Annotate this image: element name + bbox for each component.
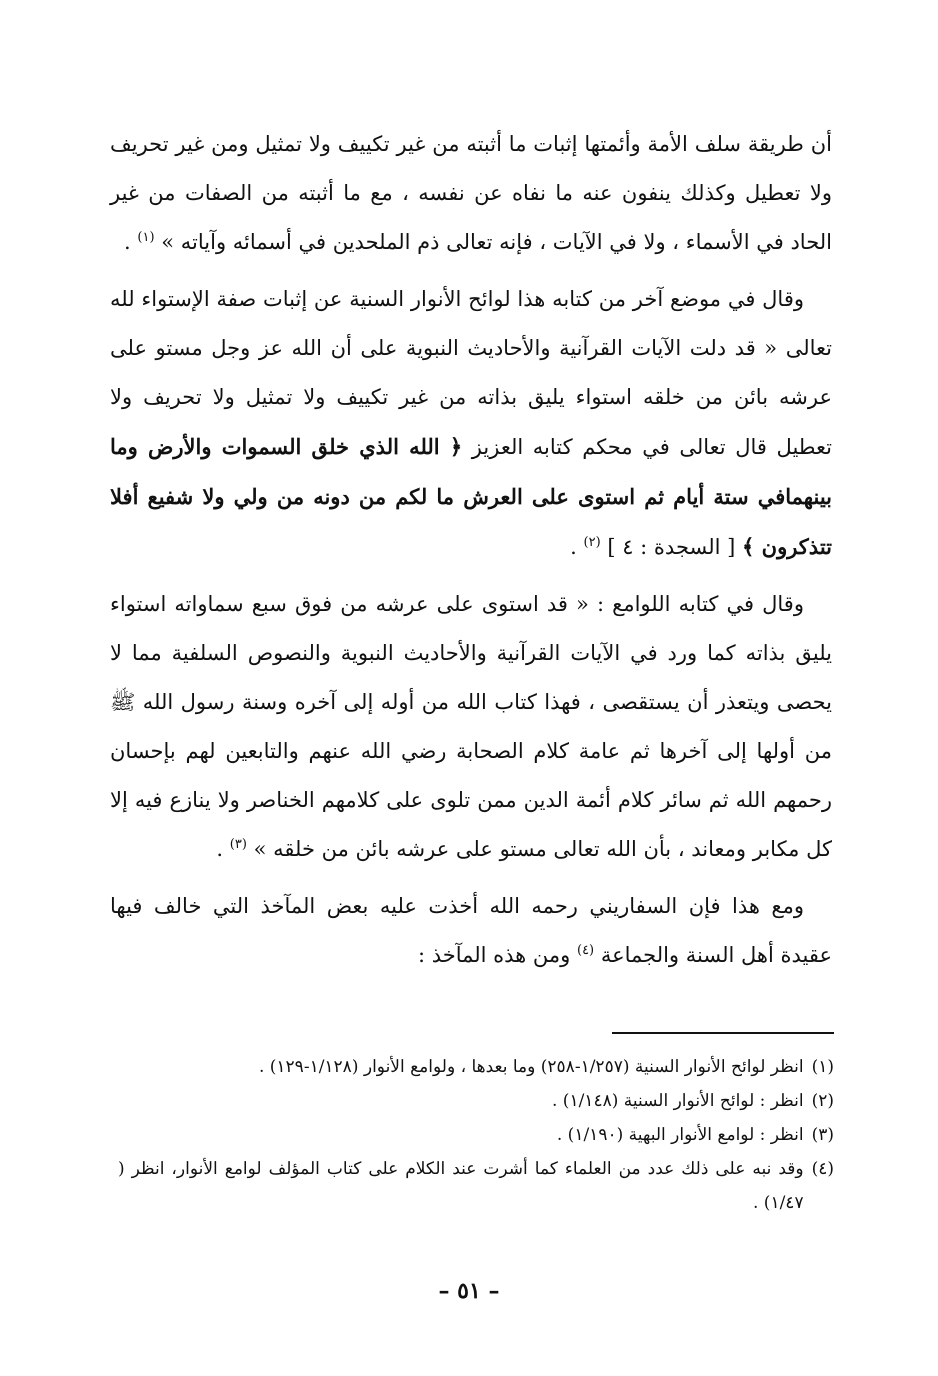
footnote-2	[118, 1084, 834, 1118]
paragraph-1	[110, 120, 832, 267]
footnote-reference: (٤)	[576, 943, 595, 958]
footnote-number: (٣)	[811, 1125, 834, 1145]
quran-verse: ﴿ الله الذي خلق السموات والأرض وما بينهمافي ستة أيام ثم استوى على العرش ما لكم من دونه من ولي ولا شفيع أفلا تتذكرون ﴾	[110, 434, 833, 559]
footnote-text: انظر لوائح الأنوار السنية (١/٢٥٧-٢٥٨) وما بعدها ، ولوامع الأنوار (١/١٢٨-١٢٩) .	[258, 1057, 804, 1077]
footnote-3	[118, 1118, 834, 1152]
paragraph-3	[110, 580, 832, 874]
paragraph-2	[110, 275, 832, 572]
page-number: – ٥١ –	[438, 1278, 500, 1304]
footnote-4	[118, 1152, 834, 1220]
paragraph-text: ومع هذا فإن السفاريني رحمه الله أخذت عليه بعض المآخذ التي خالف فيها عقيدة أهل السنة والجماعة	[110, 894, 832, 967]
footnote-reference: (١)	[137, 230, 155, 245]
verse-citation: [ السجدة : ٤ ]	[607, 535, 736, 559]
paragraph-ending: .	[570, 535, 584, 559]
main-text	[110, 120, 832, 980]
paragraph-ending: ومن هذه المآخذ :	[417, 943, 577, 967]
footnote-text: انظر : لوائح الأنوار السنية (١/١٤٨) .	[552, 1091, 804, 1111]
paragraph-ending: .	[124, 230, 138, 254]
paragraph-ending: .	[216, 837, 230, 861]
paragraph-text: أن طريقة سلف الأمة وأئمتها إثبات ما أثبته من غير تكييف ولا تمثيل ومن غير تحريف ولا تعطيل وكذلك ينفون عنه ما نفاه عن نفسه ، مع ما أثبته من الصفات من غير الحاد في الأسماء ، ولا في الآيات ، فإنه تعالى ذم الملحدين في أسمائه وآياته »	[110, 132, 832, 254]
footnote-separator	[612, 1032, 834, 1034]
footnote-reference: (٢)	[583, 535, 601, 550]
footnote-1	[118, 1050, 834, 1084]
footnote-text: انظر : لوامع الأنوار البهية (١/١٩٠) .	[556, 1125, 804, 1145]
footnote-number: (٤)	[811, 1159, 834, 1179]
paragraph-text: وقال في موضع آخر من كتابه هذا لوائح الأنوار السنية عن إثبات صفة الإستواء لله تعالى « قد دلت الآيات القرآنية والأحاديث النبوية على أن الله عز وجل مستو على عرشه بائن من خلقه استواء يليق بذاته من غير تكييف ولا تمثيل ولا تحريف ولا تعطيل قال تعالى في محكم كتابه العزيز	[110, 287, 832, 459]
footnote-reference: (٣)	[229, 837, 247, 852]
footnote-number: (١)	[811, 1057, 834, 1077]
footnotes	[118, 1050, 834, 1220]
footnote-number: (٢)	[811, 1091, 834, 1111]
footnote-text: وقد نبه على ذلك عدد من العلماء كما أشرت عند الكلام على كتاب المؤلف لوامع الأنوار، انظر ( ١/٤٧) .	[118, 1159, 804, 1213]
paragraph-text: وقال في كتابه اللوامع : « قد استوى على عرشه من فوق سبع سماواته استواء يليق بذاته كما ورد في الآيات القرآنية والأحاديث النبوية والنصوص السلفية مما لا يحصى ويتعذر أن يستقصى ، فهذا كتاب الله من أوله إلى آخره وسنة رسول الله ﷺ من أولها إلى آخرها ثم عامة كلام الصحابة رضي الله عنهم والتابعين لهم بإحسان رحمهم الله ثم سائر كلام أئمة الدين ممن تلوى على كلامهم الخناصر ولا ينازع فيه إلا كل مكابر ومعاند ، بأن الله تعالى مستو على عرشه بائن من خلقه »	[110, 592, 832, 861]
paragraph-4	[110, 882, 832, 980]
